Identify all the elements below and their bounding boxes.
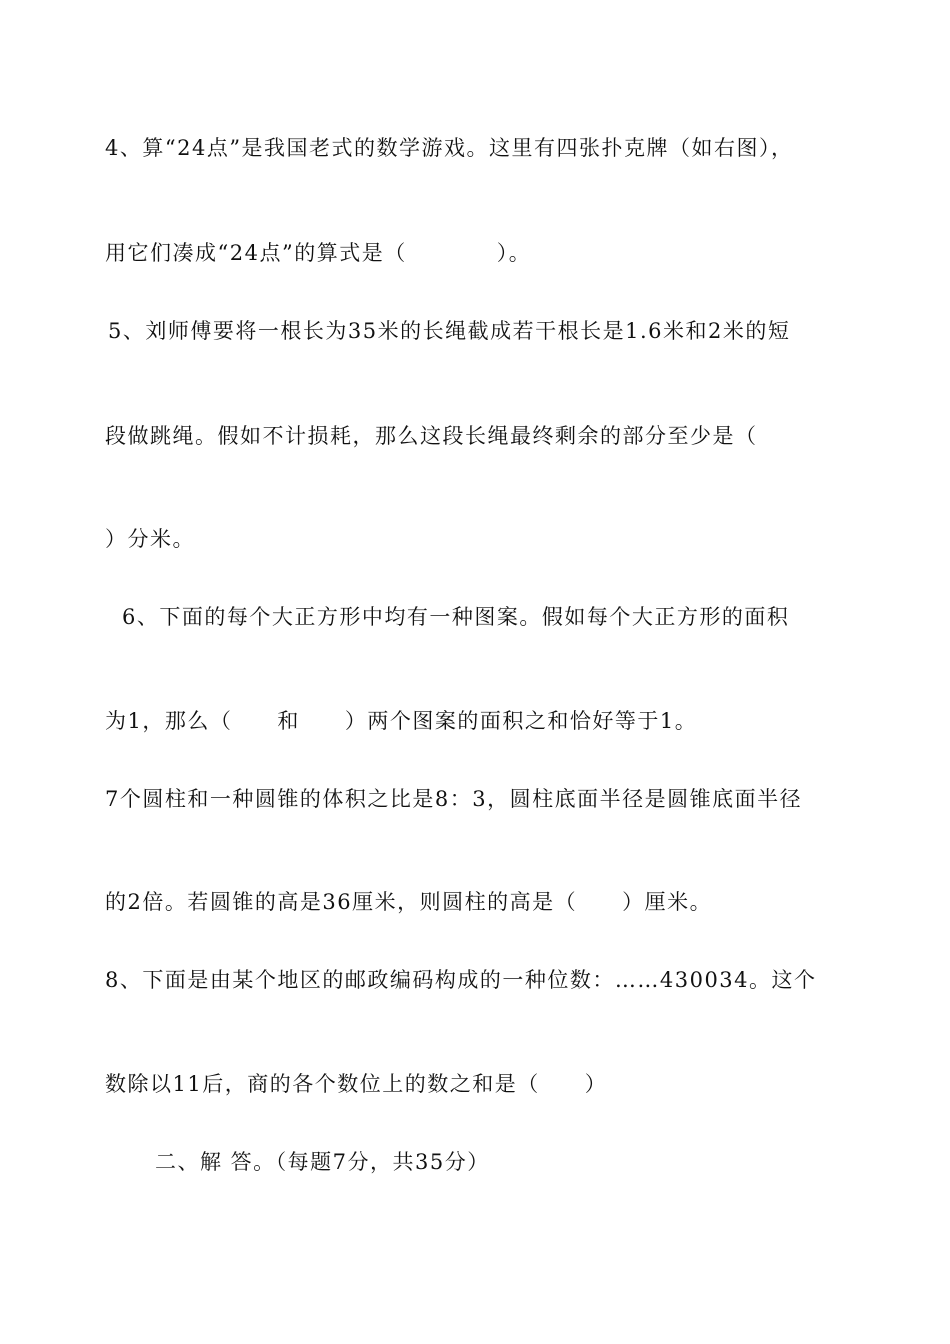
section-heading: 二、解 答。（每题7分，共35分） — [155, 1150, 490, 1174]
question-5-line-3: ）分米。 — [105, 527, 195, 551]
question-6-line-1: 6、下面的每个大正方形中均有一种图案。假如每个大正方形的面积 — [122, 605, 790, 629]
question-4-line-1: 4、算“24点”是我国老式的数学游戏。这里有四张扑克牌（如右图）， — [105, 136, 794, 160]
question-8-line-1: 8、下面是由某个地区的邮政编码构成的一种位数：……430034。这个 — [105, 968, 817, 992]
question-4-line-2: 用它们凑成“24点”的算式是（ ）。 — [105, 241, 532, 265]
question-8-line-2: 数除以11后，商的各个数位上的数之和是（ ） — [105, 1072, 608, 1096]
question-5-line-2: 段做跳绳。假如不计损耗，那么这段长绳最终剩余的部分至少是（ — [105, 424, 758, 448]
question-7-line-1: 7个圆柱和一种圆锥的体积之比是8：3，圆柱底面半径是圆锥底面半径 — [105, 787, 803, 811]
question-7-line-2: 的2倍。若圆锥的高是36厘米，则圆柱的高是（ ）厘米。 — [105, 890, 713, 914]
question-6-line-2: 为1，那么（ 和 ）两个图案的面积之和恰好等于1。 — [105, 709, 698, 733]
question-5-line-1: 5、刘师傅要将一根长为35米的长绳截成若干根长是1.6米和2米的短 — [108, 319, 791, 343]
